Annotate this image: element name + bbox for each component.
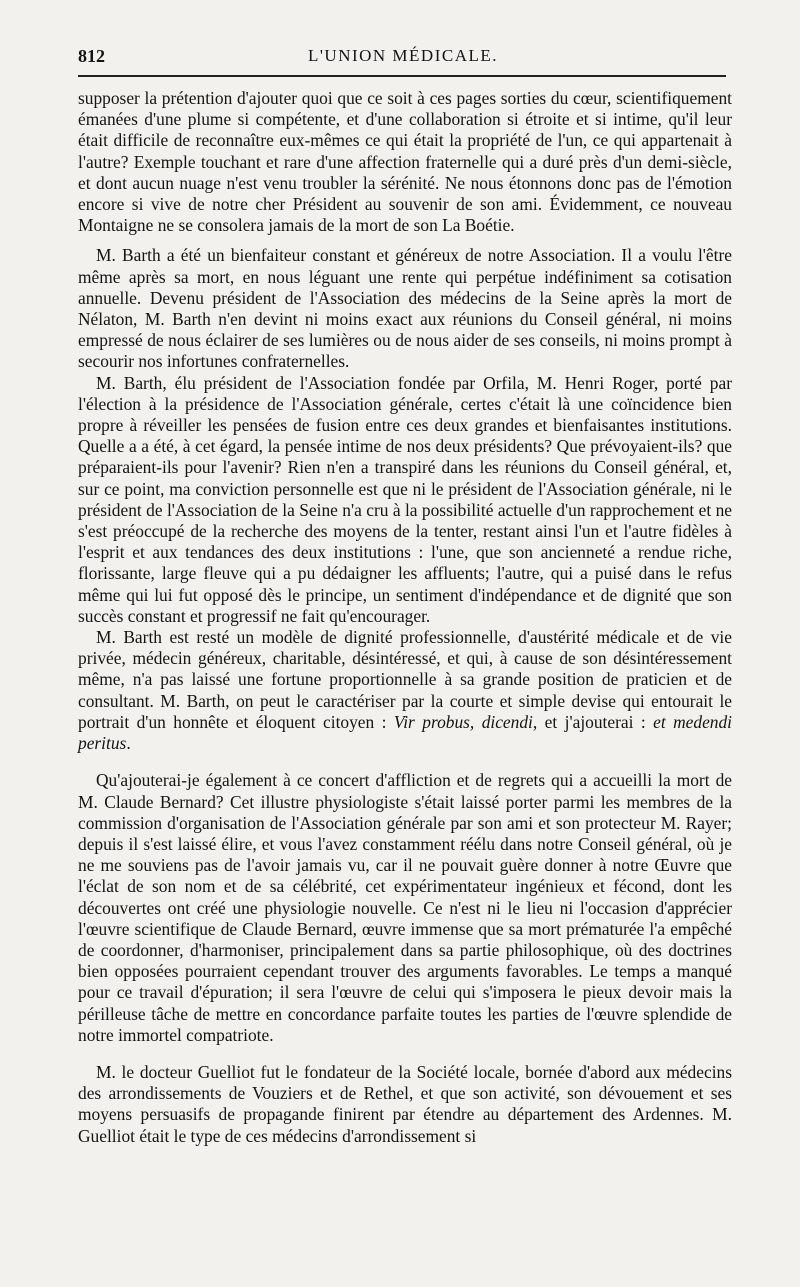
page-header <box>78 46 728 70</box>
latin-motto: Vir probus, dicendi <box>393 711 533 732</box>
paragraph-text: . <box>126 733 131 754</box>
page-number: 812 <box>78 46 105 66</box>
paragraph <box>78 627 732 754</box>
paragraph: M. Barth, élu président de l'Association fondée par Orfila, M. Henri Roger, porté par l'élection à la présidence de l'Association générale, certes c'était là une coïncidence bien propre à réveiller les pensées de fusion entre ces deux grandes et bienfaisantes institutions. Quelle a a été, à cet égard, la pensée intime de nos deux présidents? Que prévoyaient-ils? que préparaient-ils pour l'avenir? Rien n'en a transpiré dans les réunions du Conseil général, et, sur ce point, ma conviction personnelle est que ni le président de l'Association générale, ni le président de l'Association de la Seine n'a cru à la possibilité actuelle d'un rapprochement et ne s'est préoccupé de la recherche des moyens de la tenter, restant ainsi l'un et l'autre fidèles à l'esprit et aux tendances des deux institutions : l'une, que son ancienneté a rendue riche, florissante, large fleuve qui a pu dédaigner les affluents; l'autre, qui a puisé dans le refus même qui lui fut opposé dès le principe, un sentiment d'indépendance et de dignité que son succès constant et progressif ne fait qu'encourager. <box>78 372 732 626</box>
header-rule <box>78 75 726 77</box>
text-body <box>78 88 732 1147</box>
latin-motto-addition: et medendi peritus <box>78 711 733 754</box>
paragraph: Qu'ajouterai-je également à ce concert d'affliction et de regrets qui a accueilli la mort de M. Claude Bernard? Cet illustre physiologiste s'était laissé porter parmi les membres de la commission d'organisation de l'Association générale par son ami et son protecteur M. Rayer; depuis il s'est laissé élire, et vous l'avez constamment réélu dans notre Conseil général, où je ne me souviens pas de l'avoir jamais vu, car il ne pouvait guère donner à notre Œuvre que l'éclat de son nom et de sa célébrité, cet expérimentateur ingénieux et fécond, dont les découvertes ont créé une physiologie nouvelle. Ce n'est ni le lieu ni l'occasion d'apprécier l'œuvre scientifique de Claude Bernard, œuvre immense que sa mort prématurée l'a empêché de coordonner, d'harmoniser, principalement dans sa partie philosophique, où des doctrines bien opposées pourraient cependant trouver des arguments favorables. Le temps a manqué pour ce travail d'épuration; il sera l'œuvre de celui qui s'imposera le pieux devoir mais la périlleuse tâche de mettre en concordance parfaite toutes les parties de l'œuvre splendide de notre immortel compatriote. <box>78 770 732 1045</box>
paragraph: supposer la prétention d'ajouter quoi que ce soit à ces pages sorties du cœur, scientifiquement émanées d'une plume si compétente, et d'une collaboration si étroite et si intime, qu'il leur était difficile de reconnaître eux-mêmes ce qui était la propriété de l'un, ce qui appartenait à l'autre? Exemple touchant et rare d'une affection fraternelle qui a duré près d'un demi-siècle, et dont aucun nuage n'est venu troubler la sérénité. Ne nous étonnons donc pas de l'émotion encore si vive de notre cher Président au souvenir de son ami. Évidemment, ce nouveau Montaigne ne se consolera jamais de la mort de son La Boétie. <box>78 88 732 236</box>
paragraph-text: , et j'ajouterai : <box>532 711 654 732</box>
running-title: L'UNION MÉDICALE. <box>307 46 499 65</box>
paragraph-text: M. Barth est resté un modèle de dignité professionnelle, d'austérité médicale et de vie privée, médecin généreux, charitable, désintéressé, et qui, à cause de son désintéressement même, n'a pas laissé une fortune proportionnelle à sa grande position de praticien et de consultant. M. Barth, on peut le caractériser par la courte et simple devise qui entourait le portrait d'un honnête et éloquent citoyen : <box>78 627 732 732</box>
paragraph: M. Barth a été un bienfaiteur constant et généreux de notre Association. Il a voulu l'être même après sa mort, en nous léguant une rente qui perpétue indéfiniment sa cotisation annuelle. Devenu président de l'Association des médecins de la Seine après la mort de Nélaton, M. Barth n'en devint ni moins exact aux réunions du Conseil général, ni moins empressé de nous éclairer de ses lumières ou de nous aider de ses conseils, ni moins prompt à secourir nos infortunes confraternelles. <box>78 245 732 372</box>
paragraph: M. le docteur Guelliot fut le fondateur de la Société locale, bornée d'abord aux médecins des arrondissements de Vouziers et de Rethel, et que son activité, son dévouement et ses moyens persuasifs de propagande finirent par étendre au département des Ardennes. M. Guelliot était le type de ces médecins d'arrondissement si <box>78 1061 732 1146</box>
